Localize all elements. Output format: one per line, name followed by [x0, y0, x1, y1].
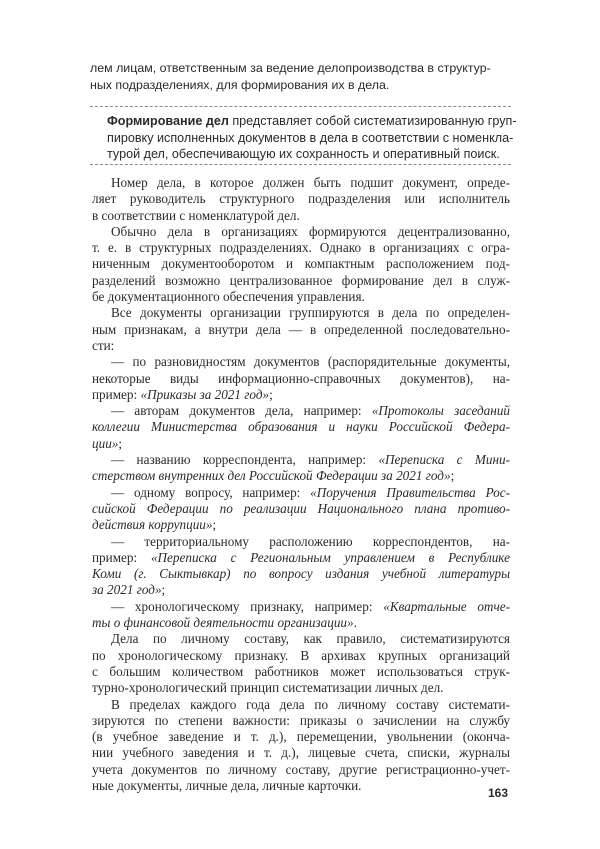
text-line: Номер дела, в которое должен быть подшит документ, опреде- — [111, 175, 510, 190]
example-title: «Переписка с Региональным управлением в Республике — [150, 549, 511, 565]
list-item-line: ции»; — [92, 435, 123, 451]
example-title: за 2021 год» — [92, 582, 162, 598]
page-number: 163 — [488, 786, 509, 800]
text-line: Формирование дел представляет собой систематизированную груп- — [107, 114, 517, 128]
text-line: с большим количеством работников может использоваться струк- — [92, 663, 510, 679]
text-line: ных подразделениях, для формирования их в дела. — [90, 78, 390, 92]
example-title: «Приказы за 2021 год» — [140, 386, 270, 402]
list-item-line: — по разновидностям документов (распорядительные документы, — [111, 354, 510, 370]
list-item-line: пример: «Приказы за 2021 год»; — [92, 386, 273, 402]
example-title: «Переписка с Мини- — [378, 452, 510, 468]
definition-term: Формирование дел — [107, 114, 229, 128]
text-line: нии учебного заведения и т. д.), лицевые счета, списки, журналы — [92, 745, 510, 761]
text-line: учета документов по личному составу, другие регистрационно-учет- — [92, 761, 510, 777]
text-line: разделений возможно централизованное формирование дел в служ- — [92, 272, 510, 288]
list-item-line: пример: «Переписка с Региональным управлением в Республике — [92, 549, 511, 565]
text-line: пировку исполненных документов в дела в соответствии с номенкла- — [107, 130, 514, 145]
text-line: т. е. в структурных подразделениях. Однако в организациях с огра- — [92, 240, 510, 256]
example-title: «Поручения Правительства Рос- — [310, 484, 511, 500]
list-item-line: ты о финансовой деятельности организации». — [92, 615, 357, 631]
list-item-line: — территориальному расположению корреспондентов, на- — [111, 533, 510, 549]
list-item-line: стерством внутренних дел Российской Федерации за 2021 год»; — [92, 468, 455, 484]
example-title: «Квартальные отче- — [383, 598, 510, 614]
list-item-line — [92, 501, 510, 517]
example-title: стерством внутренних дел Российской Федерации за 2021 год» — [92, 468, 451, 484]
example-title: ции» — [92, 435, 119, 451]
text-line: зируются по степени важности: приказы о зачислении на службу — [92, 712, 510, 728]
list-item-line: — одному вопросу, например: «Поручения Правительства Рос- — [111, 484, 511, 500]
list-item-line: некоторые виды информационно-справочных документов), на- — [92, 370, 510, 386]
list-item-line: за 2021 год»; — [92, 582, 166, 598]
dashed-separator-bottom — [90, 164, 511, 165]
example-title: «Протоколы заседаний — [371, 403, 511, 419]
list-item-line: — хронологическому признаку, например: «Квартальные отче- — [111, 598, 510, 614]
text-line: в соответствии с номенклатурой дел. — [92, 207, 300, 223]
list-item-line: действия коррупции»; — [92, 517, 217, 533]
example-title: сийской Федерации по реализации Национального плана противо- — [92, 500, 510, 516]
text-line: бе документационного обеспечения управления. — [92, 289, 365, 305]
example-title: ты о финансовой деятельности организации» — [92, 615, 354, 631]
text-line: ниченным документооборотом и компактным расположением под- — [92, 256, 510, 272]
text-line: ным признакам, а внутри дела — в определенной последовательно- — [92, 321, 510, 337]
text-line: (в учебное заведение и т. д.), перемещении, увольнении (оконча- — [92, 729, 510, 745]
list-item-line — [92, 419, 510, 435]
list-item-line: — названию корреспондента, например: «Переписка с Мини- — [111, 452, 510, 468]
text-line: В пределах каждого года дела по личному составу системати- — [111, 696, 510, 712]
text-line: Все документы организации группируются в дела по определен- — [111, 305, 510, 321]
example-title: коллегии Министерства образования и науки Российской Федера- — [92, 419, 510, 435]
example-title: Коми (г. Сыктывкар) по вопросу издания учебной литературы — [92, 566, 510, 582]
text-line: лем лицам, ответственным за ведение делопроизводства в структур- — [90, 61, 491, 75]
text-line: по хронологическому признаку. В архивах крупных организаций — [92, 647, 510, 663]
text-line: Дела по личному составу, как правило, систематизируются — [111, 631, 510, 647]
text-line: ные документы, личные дела, личные карточки. — [92, 777, 362, 793]
text-line: турно-хронологический принцип систематизации личных дел. — [92, 680, 444, 696]
body-text — [92, 175, 510, 794]
definition-box — [107, 113, 517, 163]
dashed-separator-top — [90, 106, 511, 107]
text-line: Обычно дела в организациях формируются децентрализованно, — [111, 223, 510, 239]
text-line: сти: — [92, 337, 115, 353]
text-line: турой дел, обеспечивающую их сохранность и оперативный поиск. — [107, 147, 500, 161]
intro-continuation — [90, 60, 514, 94]
text-line: ляет руководитель структурного подразделения или исполнитель — [92, 191, 510, 207]
example-title: действия коррупции» — [92, 517, 213, 533]
list-item-line: — авторам документов дела, например: «Протоколы заседаний — [111, 403, 511, 419]
list-item-line — [92, 566, 510, 582]
